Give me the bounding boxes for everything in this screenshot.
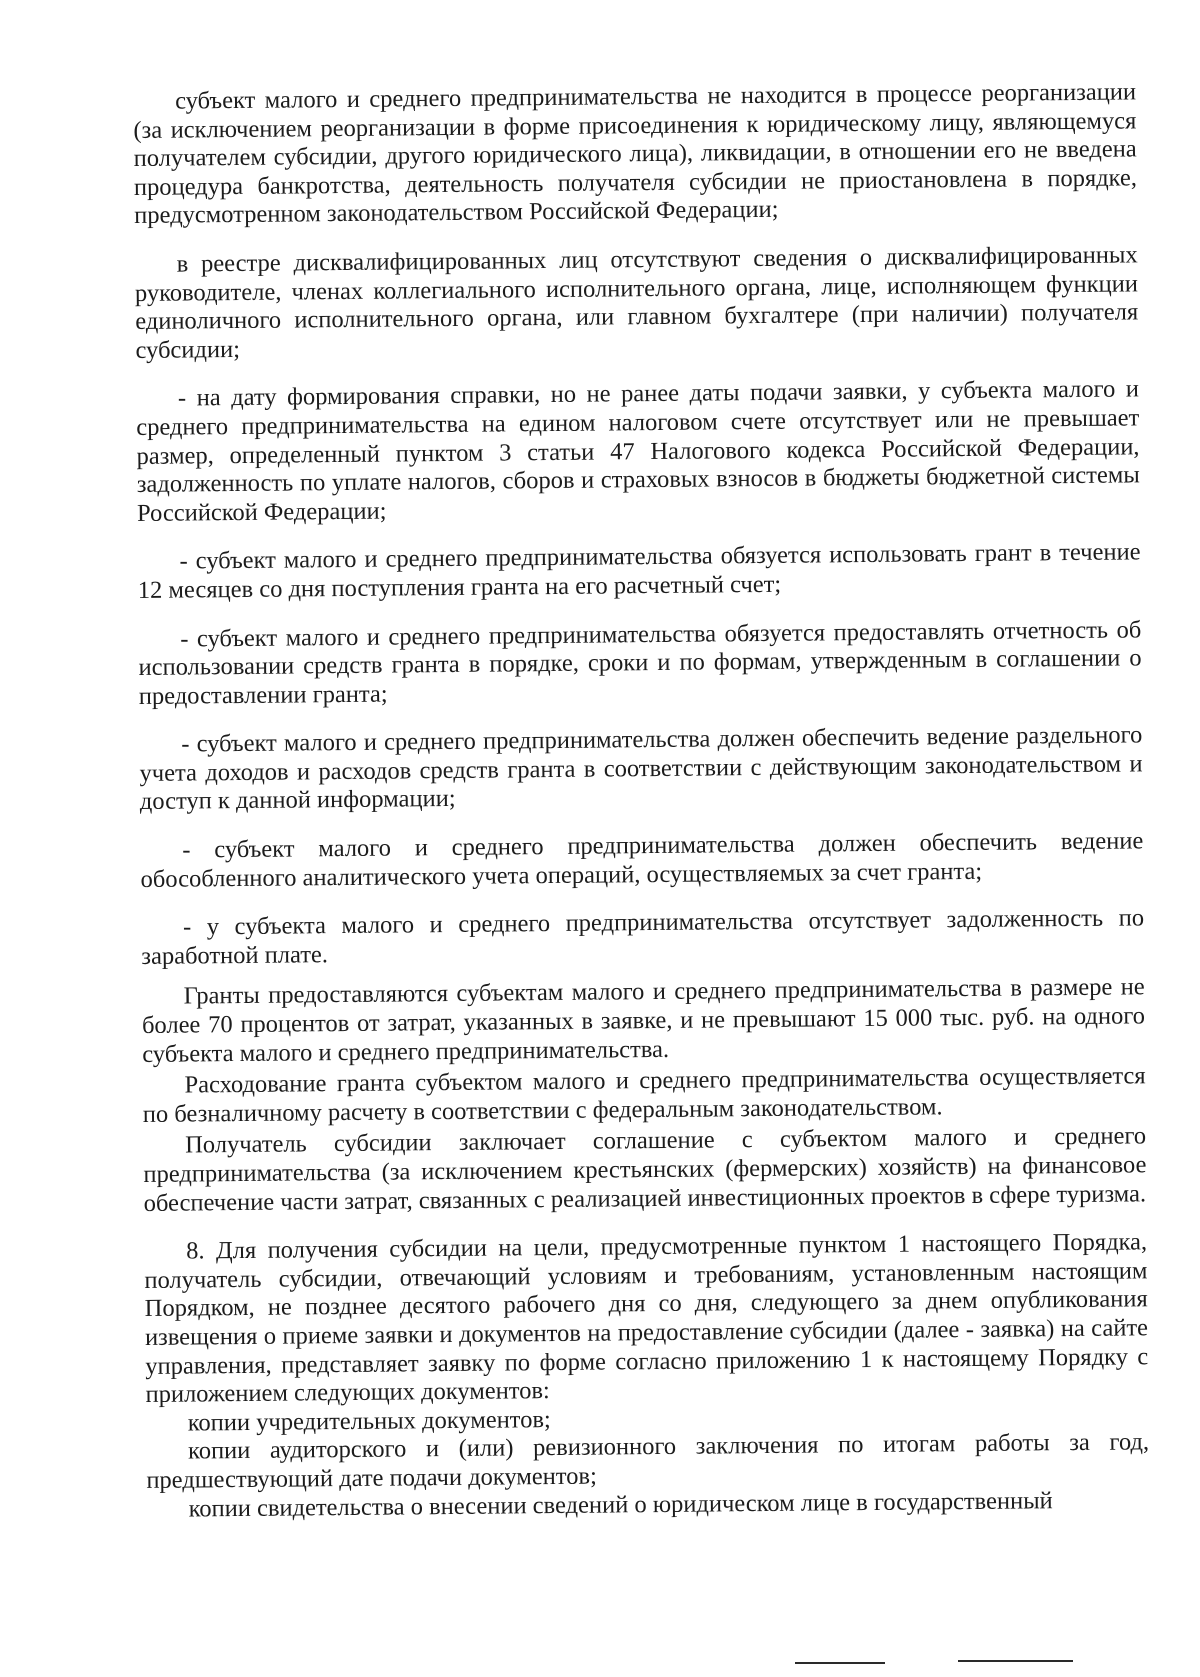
paragraph-separate-accounting: - субъект малого и среднего предпринимательства должен обеспечить ведение раздельного учета доходов и расходов средств гранта в соответствии с действующим законодательством и доступ к данной информации; [139, 721, 1143, 816]
paragraph-agreement: Получатель субсидии заключает соглашение с субъектом малого и среднего предпринимательства (за исключением крестьянских (фермерских) хозяйств) на финансовое обеспечение части затрат, связанных с реализацией инвестиционных проектов в сфере туризма. [143, 1122, 1147, 1217]
paragraph-grant-spending: Расходование гранта субъектом малого и среднего предпринимательства осуществляется по безналичному расчету в соответствии с федеральным законодательством. [142, 1062, 1146, 1128]
paragraph-disqualified-registry: в реестре дисквалифицированных лиц отсутствуют сведения о дисквалифицированных руководителе, членах коллегиального исполнительного органа, лице, исполняющем функции единоличного исполнительного органа, или главном бухгалтере (при наличии) получателя субсидии; [134, 241, 1139, 364]
scan-line-left [795, 1662, 885, 1664]
paragraph-charter-copies: копии учредительных документов; [187, 1405, 551, 1437]
paragraph-grant-reporting: - субъект малого и среднего предпринимательства обязуется предоставлять отчетность об использовании средств гранта в порядке, сроки и по формам, утвержденным в соглашении о предоставлении гранта; [138, 615, 1142, 710]
paragraph-wage-debt: - у субъекта малого и среднего предпринимательства отсутствует задолженность по заработной плате. [141, 904, 1145, 970]
paragraph-grant-amount: Гранты предоставляются субъектам малого и среднего предпринимательства в размере не более 70 процентов от затрат, указанных в заявке, и не превышают 15 000 тыс. руб. на одного субъекта малого и среднего предпринимательства. [141, 973, 1146, 1068]
paragraph-item-8: 8. Для получения субсидии на цели, предусмотренные пунктом 1 настоящего Порядка, получатель субсидии, отвечающий условиям и требованиям, установленным настоящим Порядком, не позднее десятого рабочего дня со дня, следующего за днем опубликования извещения о приеме заявки и документов на предоставление субсидии (далее - заявка) на сайте управления, представляет заявку по форме согласно приложению 1 к настоящему Порядку с приложением следующих документов: [144, 1228, 1149, 1409]
paragraph-grant-use-term: - субъект малого и среднего предпринимательства обязуется использовать грант в течение 12 месяцев со дня поступления гранта на его расчетный счет; [137, 538, 1141, 604]
document-text [133, 78, 1150, 1524]
scan-line-right [958, 1660, 1073, 1662]
paragraph-certificate-copies: копии свидетельства о внесении сведений о юридическом лице в государственный [188, 1486, 1053, 1523]
paragraph-audit-copies: копии аудиторского и (или) ревизионного заключения по итогам работы за год, предшествующий дате подачи документов; [146, 1428, 1150, 1494]
paragraph-tax-debt: - на дату формирования справки, но не ранее даты подачи заявки, у субъекта малого и среднего предпринимательства на едином налоговом счете отсутствует или не превышает размер, определенный пунктом 3 статьи 47 Налогового кодекса Российской Федерации, задолженность по уплате налогов, сборов и страховых взносов в бюджеты бюджетной системы Российской Федерации; [136, 375, 1140, 527]
paragraph-analytical-accounting: - субъект малого и среднего предпринимательства должен обеспечить ведение обособленного аналитического учета операций, осуществляемых за счет гранта; [140, 827, 1144, 893]
paragraph-reorganization-condition: субъект малого и среднего предпринимательства не находится в процессе реорганизации (за исключением реорганизации в форме присоединения к юридическому лицу, являющемуся получателем субсидии, другого юридического лица), ликвидации, в отношении его не введена процедура банкротства, деятельность получателя субсидии не приостановлена в порядке, предусмотренном законодательством Российской Федерации; [133, 78, 1138, 230]
